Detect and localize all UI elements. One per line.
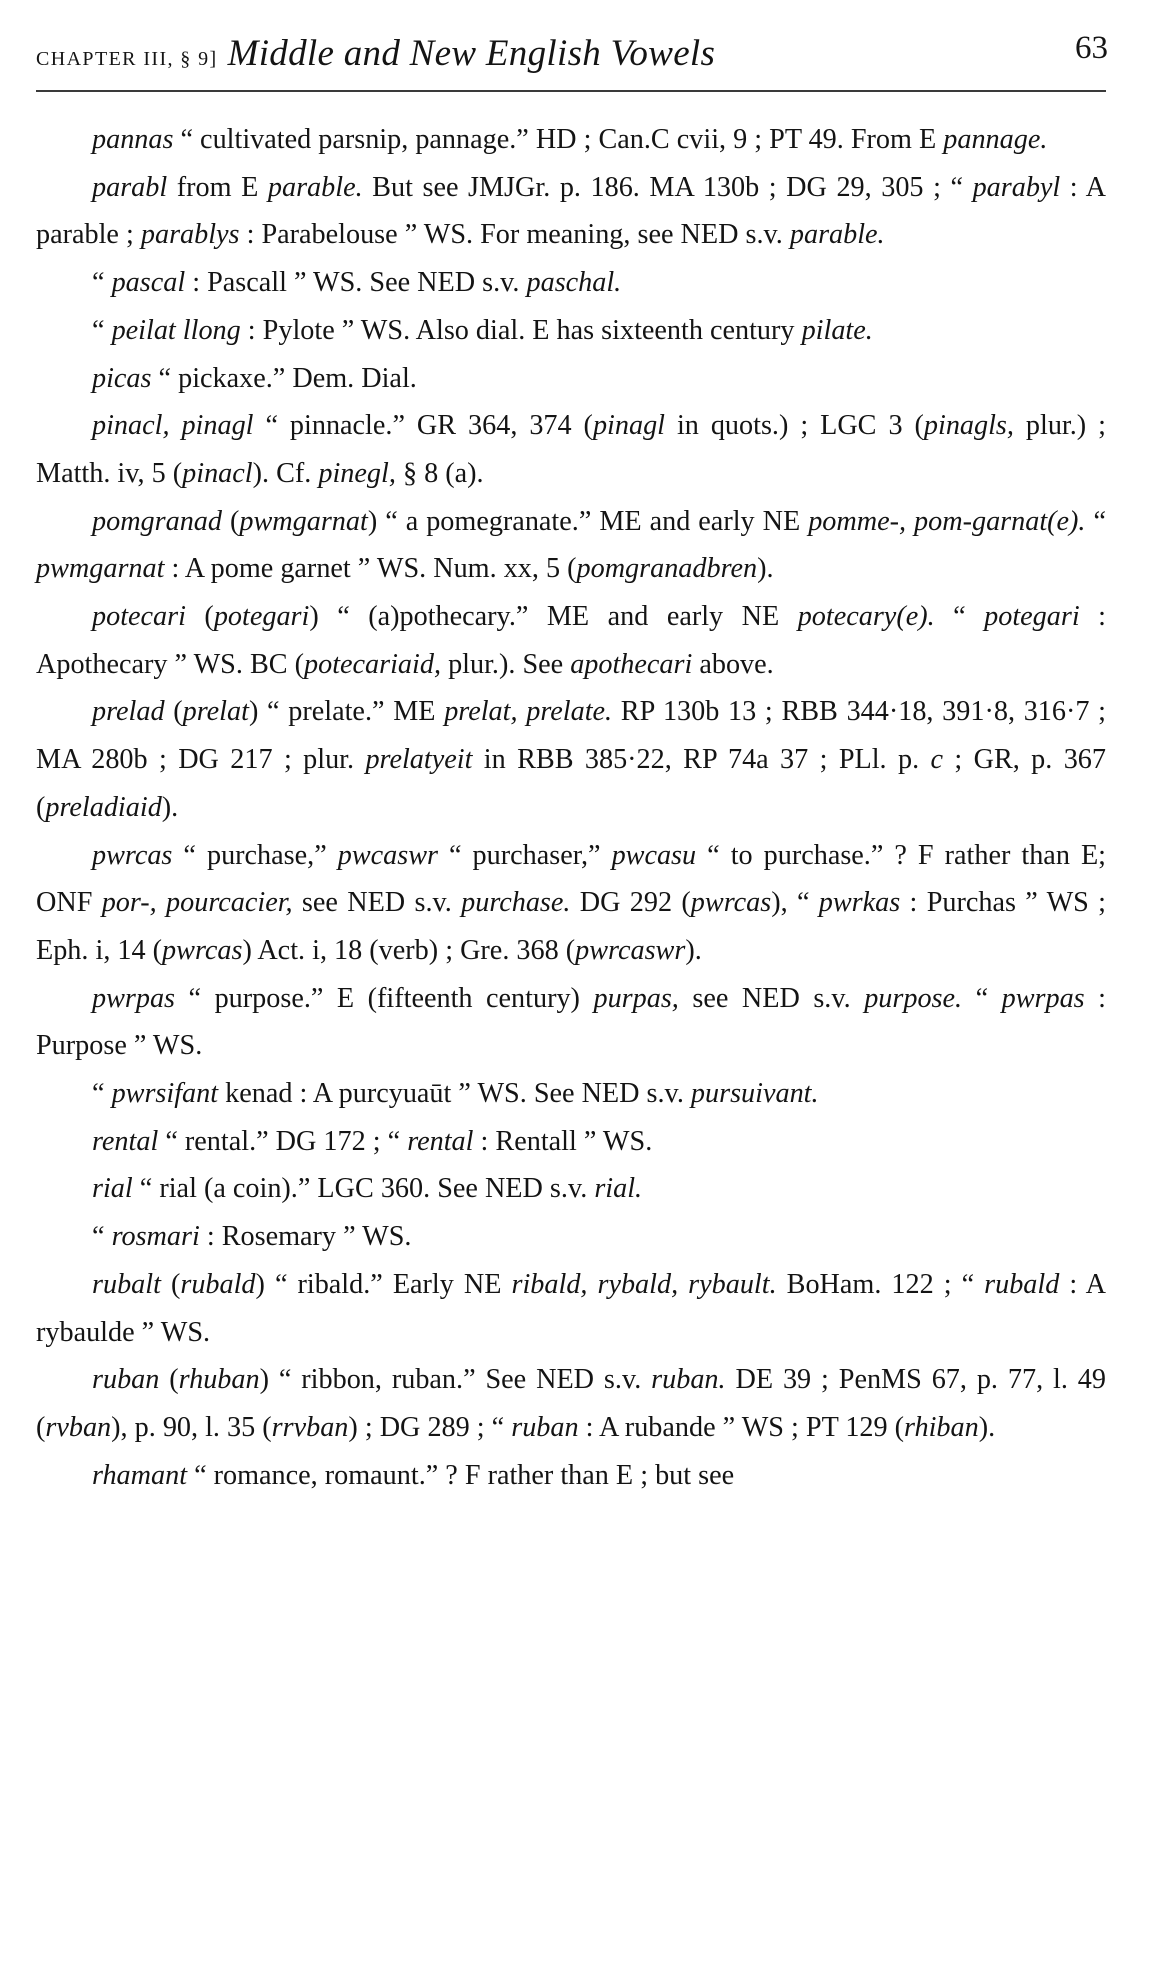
- entry-text: “: [92, 314, 112, 346]
- italic-word: pwrpas: [92, 982, 176, 1014]
- italic-word: pursuivant.: [690, 1078, 819, 1110]
- italic-word: ruban.: [651, 1364, 726, 1396]
- italic-word: rial: [92, 1173, 133, 1205]
- running-header: [36, 22, 1106, 78]
- italic-word: pascal: [111, 267, 186, 299]
- entry-text: : Purchas ” WS ; Eph. i, 14 (: [36, 887, 1106, 966]
- italic-word: parabl: [92, 171, 168, 203]
- entry-text: ) “ ribald.” Early NE: [255, 1268, 512, 1300]
- italic-word: potecariaid,: [304, 648, 442, 680]
- italic-word: pomgranadbren: [576, 553, 758, 585]
- entry-text: plur.) ; Matth. iv, 5 (: [36, 410, 1106, 489]
- entry-text: “ to purchase.” ? F rather than E; ONF: [36, 839, 1106, 919]
- italic-word: pomme-, pom-garnat(e).: [808, 505, 1086, 537]
- entry-text: “ rial (a coin).” LGC 360. See NED s.v.: [132, 1173, 595, 1205]
- entry-text: DG 292 (: [570, 887, 691, 919]
- entry-text: from E: [167, 171, 268, 203]
- entry-text: ) “ prelate.” ME: [248, 696, 445, 728]
- italic-word: rhiban: [904, 1411, 979, 1443]
- italic-word: pwrsifant: [111, 1078, 219, 1110]
- entry-text: ), p. 90, l. 35 (: [111, 1411, 272, 1443]
- entry-paragraph: [36, 498, 1106, 593]
- entry-text: kenad : A purcyuaūt ” WS. See NED s.v.: [218, 1078, 691, 1110]
- italic-word: c: [930, 744, 944, 776]
- italic-word: purchase.: [461, 887, 571, 919]
- entry-text: “: [934, 601, 985, 633]
- entry-paragraph: [36, 975, 1106, 1070]
- italic-word: pwrcaswr: [575, 934, 686, 966]
- entry-text: : Purpose ” WS.: [36, 982, 1107, 1062]
- entry-text: see NED s.v.: [678, 982, 865, 1014]
- italic-word: pannage.: [943, 124, 1048, 155]
- entry-text: “ purpose.” E (fifteenth century): [175, 982, 594, 1014]
- italic-word: parablys: [140, 219, 240, 251]
- entry-paragraph: [36, 355, 1106, 403]
- italic-word: rhuban: [178, 1364, 260, 1396]
- dictionary-entries: [36, 116, 1106, 1499]
- italic-word: rrvban: [271, 1411, 349, 1443]
- entry-text: : A parable ;: [36, 171, 1107, 251]
- italic-word: pinagls,: [923, 410, 1014, 442]
- italic-word: pomgranad: [92, 505, 222, 537]
- entry-text: “ cultivated parsnip, pannage.” HD ; Can.C cvii, 9 ; PT 49. From E: [173, 124, 944, 155]
- chapter-reference: CHAPTER III, § 9]: [36, 48, 218, 70]
- entry-text: ) “ (a)pothecary.” ME and early NE: [309, 601, 798, 633]
- entry-text: “: [962, 982, 1002, 1014]
- entry-paragraph: [36, 832, 1106, 975]
- italic-word: rental: [407, 1125, 474, 1157]
- italic-word: paschal.: [526, 267, 622, 299]
- italic-word: parable.: [789, 219, 885, 251]
- italic-word: rosmari: [111, 1221, 200, 1253]
- entry-text: “ romance, romaunt.” ? F rather than E ; but see: [187, 1459, 735, 1491]
- entry-text: “: [92, 1221, 112, 1253]
- italic-word: preladiaid: [45, 791, 162, 823]
- entry-text: in quots.) ; LGC 3 (: [665, 410, 924, 442]
- italic-word: rial.: [594, 1173, 643, 1205]
- italic-word: ribald, rybald, rybault.: [511, 1268, 777, 1300]
- entry-text: ), “: [771, 887, 819, 919]
- entry-paragraph: [36, 1261, 1106, 1356]
- italic-word: ruban: [92, 1364, 160, 1396]
- italic-word: prelat, prelate.: [444, 696, 613, 728]
- entry-text: ; GR, p. 367 (: [36, 744, 1106, 823]
- entry-text: “: [1085, 505, 1106, 537]
- italic-word: parable.: [267, 171, 363, 203]
- italic-word: pinegl,: [318, 457, 396, 489]
- entry-text: BoHam. 122 ; “: [776, 1268, 985, 1300]
- italic-word: pwrkas: [818, 887, 901, 919]
- running-title: Middle and New English Vowels: [227, 33, 716, 74]
- entry-text: : Rentall ” WS.: [473, 1125, 653, 1157]
- entry-text: (: [185, 601, 214, 633]
- entry-text: (: [159, 1364, 179, 1396]
- entry-paragraph: [36, 116, 1106, 164]
- italic-word: pinacl, pinagl: [92, 410, 254, 442]
- entry-text: ) ; DG 289 ; “: [348, 1411, 512, 1443]
- entry-text: : A rubande ” WS ; PT 129 (: [578, 1411, 905, 1443]
- entry-text: : Parabelouse ” WS. For meaning, see NED s.v.: [239, 219, 790, 251]
- entry-text: “ rental.” DG 172 ; “: [158, 1125, 408, 1157]
- entry-paragraph: [36, 164, 1106, 259]
- entry-text: ).: [978, 1411, 996, 1443]
- entry-text: § 8 (a).: [395, 457, 484, 489]
- entry-paragraph: [36, 1213, 1106, 1261]
- italic-word: picas: [92, 362, 152, 394]
- entry-text: : A rybaulde ” WS.: [36, 1268, 1107, 1348]
- italic-word: por-, pourcacier,: [101, 887, 293, 919]
- entry-text: ).: [161, 791, 179, 823]
- italic-word: pwmgarnat: [36, 553, 165, 585]
- entry-text: (: [164, 696, 183, 728]
- italic-word: pwrcas: [690, 887, 772, 919]
- entry-text: But see JMJGr. p. 186. MA 130b ; DG 29, 305 ; “: [362, 171, 973, 203]
- italic-word: pinacl: [182, 457, 253, 489]
- italic-word: potegari: [984, 601, 1080, 633]
- italic-word: potecary(e).: [797, 601, 935, 633]
- entry-text: DE 39 ; PenMS 67, p. 77, l. 49 (: [36, 1364, 1106, 1443]
- running-header-left: [36, 32, 715, 75]
- italic-word: prelatyeit: [365, 744, 473, 776]
- italic-word: potegari: [213, 601, 310, 633]
- entry-paragraph: [36, 1118, 1106, 1166]
- entry-text: RP 130b 13 ; RBB 344·18, 391·8, 316·7 ; MA 280b ; DG 217 ; plur.: [36, 696, 1106, 776]
- italic-word: pilate.: [801, 314, 873, 346]
- italic-word: potecari: [92, 601, 186, 633]
- header-rule: [36, 90, 1106, 92]
- entry-text: in RBB 385·22, RP 74a 37 ; PLl. p.: [472, 744, 931, 776]
- entry-paragraph: [36, 402, 1106, 497]
- entry-text: “ pickaxe.” Dem. Dial.: [151, 362, 417, 394]
- entry-paragraph: [36, 1452, 1106, 1500]
- italic-word: rhamant: [92, 1459, 188, 1491]
- entry-paragraph: [36, 1356, 1106, 1451]
- italic-word: prelad: [92, 696, 165, 728]
- italic-word: rubalt: [92, 1268, 161, 1300]
- entry-text: “ pinnacle.” GR 364, 374 (: [253, 410, 593, 442]
- entry-text: “ purchaser,”: [437, 839, 612, 871]
- italic-word: pwrpas: [1001, 982, 1085, 1014]
- entry-text: “: [92, 267, 112, 299]
- italic-word: peilat llong: [111, 314, 241, 346]
- italic-word: parabyl: [972, 171, 1061, 203]
- italic-word: pannas: [92, 124, 174, 155]
- italic-word: pwmgarnat: [239, 505, 368, 537]
- entry-paragraph: [36, 1070, 1106, 1118]
- entry-text: : Pylote ” WS. Also dial. E has sixteenth century: [240, 314, 802, 346]
- book-page: [36, 22, 1108, 1491]
- italic-word: pinagl: [592, 410, 665, 442]
- entry-text: ) “ ribbon, ruban.” See NED s.v.: [259, 1364, 652, 1396]
- entry-text: see NED s.v.: [292, 887, 462, 919]
- entry-paragraph: [36, 593, 1106, 688]
- entry-text: : A pome garnet ” WS. Num. xx, 5 (: [164, 553, 577, 585]
- italic-word: rental: [92, 1125, 159, 1157]
- entry-text: : Rosemary ” WS.: [199, 1221, 412, 1253]
- entry-text: (: [160, 1268, 181, 1300]
- italic-word: rubald: [984, 1268, 1060, 1300]
- italic-word: pwrcas: [92, 839, 173, 871]
- italic-word: rvban: [45, 1411, 112, 1443]
- entry-text: “ purchase,”: [172, 839, 338, 871]
- page-number: 63: [1075, 30, 1108, 66]
- italic-word: prelat: [182, 696, 249, 728]
- entry-text: : Pascall ” WS. See NED s.v.: [185, 267, 527, 299]
- entry-text: ) “ a pomegranate.” ME and early NE: [367, 505, 809, 537]
- italic-word: purpas,: [593, 982, 679, 1014]
- entry-paragraph: [36, 1165, 1106, 1213]
- entry-text: plur.). See: [441, 648, 571, 680]
- entry-text: ) Act. i, 18 (verb) ; Gre. 368 (: [242, 934, 576, 966]
- entry-text: “: [92, 1078, 112, 1110]
- entry-text: : Apothecary ” WS. BC (: [36, 601, 1107, 680]
- italic-word: pwrcas: [162, 934, 243, 966]
- entry-paragraph: [36, 307, 1106, 355]
- entry-paragraph: [36, 688, 1106, 831]
- italic-word: apothecari: [570, 648, 693, 680]
- italic-word: rubald: [180, 1268, 256, 1300]
- italic-word: ruban: [511, 1411, 579, 1443]
- entry-text: ).: [685, 934, 702, 966]
- entry-paragraph: [36, 259, 1106, 307]
- italic-word: purpose.: [864, 982, 963, 1014]
- italic-word: pwcaswr: [337, 839, 438, 871]
- entry-text: ). Cf.: [252, 457, 319, 489]
- entry-text: (: [221, 505, 240, 537]
- entry-text: above.: [692, 648, 774, 680]
- italic-word: pwcasu: [611, 839, 697, 871]
- entry-text: ).: [757, 553, 774, 585]
